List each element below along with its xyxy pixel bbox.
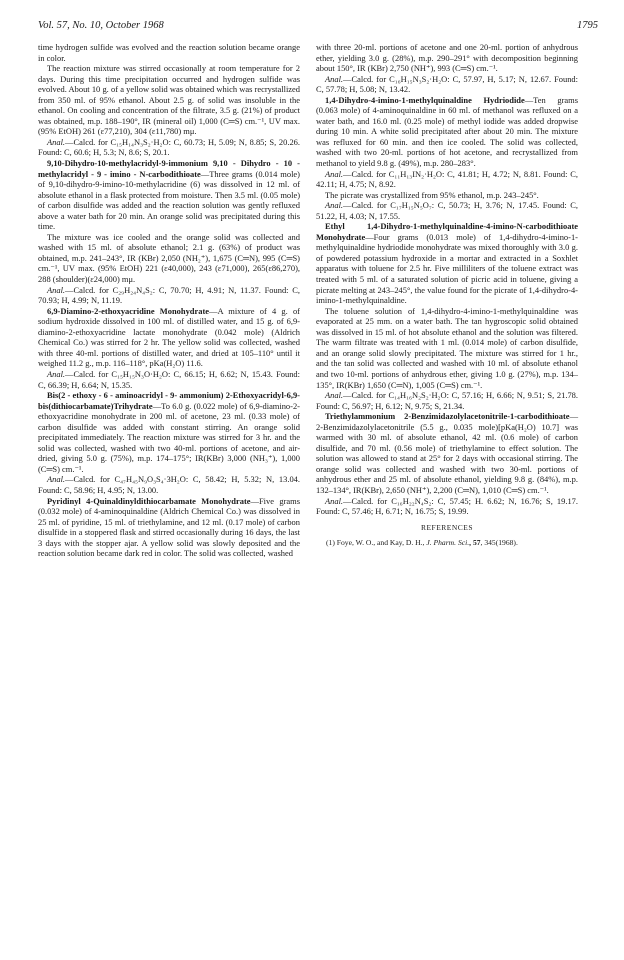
compound-heading: Triethylammonium 2-Benzimidazolylacetonitrile-1-carbodithioate — [325, 411, 570, 422]
procedure-paragraph — [316, 95, 578, 169]
analysis-paragraph — [316, 496, 578, 517]
reference-journal: J. Pharm. Sci. — [426, 538, 470, 548]
reference-authors: (1) Foye, W. O., and Kay, D. H., — [326, 538, 427, 548]
anal-text: —Calcd. for C₁₁H₁₃IN₂·H₂O: C, 41.81; H, 4.72; N, 8.81. Found: C, 42.11; H, 4.75; N, 8.92. — [316, 168, 578, 190]
anal-text: —Calcd. for C₄₇H₄₅N₉O₃S₄·3H₂O: C, 58.42; H, 5.32; N, 13.04. Found: C, 58.96; H, 4.95; N, 13.00. — [38, 474, 300, 495]
running-header — [38, 20, 598, 34]
references-heading: REFERENCES — [420, 522, 474, 532]
anal-text: —Calcd. for C₁₇H₁₅N₅O₇: C, 50.73; H, 3.76; N, 17.45. Found: C, 51.22, H, 4.03; N, 17.55. — [316, 200, 578, 221]
analysis-paragraph — [316, 169, 578, 190]
compound-heading: 9,10-Dihydro-10-methylacridyl-9-immonium 9,10 - Dihydro - 10 - methylacridyl - 9 - imino - N-carbodithioate — [38, 158, 300, 179]
procedure-text: —Ten grams (0.063 mole) of 4-aminoquinaldine in 60 ml. of methanol was refluxed on a water bath, and 16.0 ml. (0.25 mole) of methyl iodide was added dropwise during 10 min. A white solid precipitated after about 20 min. The mixture was refluxed for 60 min. and then ice cooled. The solid was collected, washed with two 20-ml. portions of hot acetone, and recrystallized from methanol to yield 9.8 g. (49%), m.p. 280–283°. — [316, 94, 578, 169]
paragraph: The mixture was ice cooled and the orange solid was collected and washed with 15 ml. of absolute ethanol; 2.1 g. (63%) of product was obtained, m.p. 241–243°, IR (KBr) 2,050 (NH₂⁺), 1,675 (C═N), 995 (C═S) cm.⁻¹, UV max. (95% EtOH) 221 (ε40,000), 243 (ε71,000), 265(ε86,270), 288 (shoulder)(ε24,000) mμ. — [38, 231, 300, 285]
anal-text: —Calcd. for C₁₅H₁₅N₃O·H₂O: C, 66.15; H, 6.62; N, 15.43. Found: C, 66.39; H, 6.64; N, 15.35. — [38, 368, 300, 390]
anal-label: Anal. — [47, 284, 66, 295]
compound-heading: Bis(2 - ethoxy - 6 - aminoacridyl - 9- ammonium) 2-Ethoxyacridyl-6,9-bis(dithiocarbamate)Trihydrate — [38, 390, 300, 411]
procedure-text: —2-Benzimidazolylacetonitrile (5.5 g., 0.035 mole)[pKa(H₂O) 10.7] was warmed with 30 ml. of absolute ethanol, 42 ml. (0.6 mole) of carbon disulfide, and 70 ml. (0.56 mole) of triethylamine to effect solution. The solution was allowed to stand at 25° for 2 days with occasional stirring. The orange solid was collected and washed with two 30-ml. portions of anhydrous ether and 25 ml. of absolute ethanol, yielding 9.8 g. (84%), m.p. 132–134°, IR(KBr), 2,650 (NH⁺), 2,200 (C═N), 1,010 (C═S) cm.⁻¹. — [316, 411, 578, 495]
analysis-paragraph — [38, 285, 300, 306]
anal-text: —Calcd. for C₁₅H₁₄N₃S₂·H₂O: C, 60.73; H, 5.09; N, 8.85; S, 20.26. Found: C, 60.6; H, 5.3; N, 8.6; S, 20.1. — [38, 136, 300, 158]
procedure-text: —Five grams (0.032 mole) of 4-aminoquinaldine (Aldrich Chemical Co.) was dissolved in 25 ml. of pyridine, 15 ml. of triethylamine, and 12 ml. (0.17 mole) of carbon disulfide in a stoppered flask and stirred occasionally during 16 days, the last 3 days with the stopper ajar. A yellow solid was slowly deposited and the reaction solution became dark red in color. The solid was collected, washed — [38, 495, 300, 559]
analysis-paragraph — [316, 74, 578, 95]
paragraph: with three 20-ml. portions of acetone and one 20-ml. portion of anhydrous ether, yielding 3.0 g. (28%), m.p. 290–291° with decomposition beginning about 150°, IR (KBr) 2,750 (NH⁺), 993 (C═S) cm.⁻¹. — [316, 42, 578, 74]
anal-label: Anal. — [47, 136, 66, 147]
anal-text: —Calcd. for C₂₉H₂₄N₄S₂: C, 70.70; H, 4.91; N, 11.37. Found: C, 70.93; H, 4.99; N, 11.19. — [38, 284, 300, 306]
paragraph: The picrate was crystallized from 95% ethanol, m.p. 243–245°. — [325, 189, 539, 200]
analysis-paragraph — [316, 390, 578, 411]
analysis-paragraph — [38, 369, 300, 390]
procedure-text: —Four grams (0.013 mole) of 1,4-dihydro-4-imino-1-methylquinaldine hydriodide monohydrate was mixed thoroughly with 3.0 g. of powdered potassium hydroxide in a mortar and extracted in a Soxhlet apparatus with toluene for 2.5 hr. Five milliliters of the toluene extract was treated with 5 ml. of a saturated solution of picric acid in toluene, giving a picrate melting at 243–245°, the value found for the picrate of 1,4-dihydro-4-imino-1-methylquinaldine. — [316, 231, 578, 306]
paragraph: The reaction mixture was stirred occasionally at room temperature for 2 days. During this time precipitation occurred and hydrogen sulfide was evolved. About 10 g. of a yellow solid was obtained which was recrystallized from 350 ml. of 95% ethanol. About 2.5 g. of solid was insoluble in the ethanol. On cooling and concentration of the filtrate, 3.5 g. (21%) of product was obtained, m.p. 188–190°, IR (mineral oil) 1,000 (C═S) cm.⁻¹, UV max. (95% EtOH) 261 (ε77,210), 304 (ε11,780) mμ. — [38, 63, 300, 137]
procedure-paragraph — [38, 306, 300, 369]
paragraph: The toluene solution of 1,4-dihydro-4-imino-1-methylquinaldine was evaporated at 25 mm. on a water bath. The tan hygroscopic solid obtained was dissolved in 15 ml. of hot absolute ethanol and the solution was filtered. The warm filtrate was treated with 1 ml. (0.014 mole) of carbon disulfide, and an orange solid slowly precipitated. The mixture was stirred for 1 hr., and the tan solid was collected and washed with 10 ml. of absolute ethanol and two 10-ml. portions of anhydrous ether, giving 1.0 g. (27%), m.p. 134–135°, IR(KBr) 1,650 (C═N), 1,005 (C═S) cm.⁻¹. — [316, 305, 578, 390]
procedure-paragraph — [38, 158, 300, 232]
compound-heading: Ethyl 1,4-Dihydro-1-methylquinaldine-4-imino-N-carbodithioate Monohydrate — [316, 221, 578, 242]
anal-label: Anal. — [47, 474, 66, 485]
anal-label: Anal. — [325, 73, 344, 84]
reference-volume: , 57 — [469, 538, 481, 548]
paragraph: time hydrogen sulfide was evolved and the reaction solution became orange in color. — [38, 42, 300, 63]
analysis-paragraph — [38, 137, 300, 158]
page-number: 1795 — [577, 20, 598, 31]
analysis-paragraph — [316, 200, 578, 221]
reference-item — [316, 538, 578, 548]
anal-label: Anal. — [325, 390, 344, 401]
procedure-text: —Three grams (0.014 mole) of 9,10-dihydro-9-imino-10-methylacridine (6) was dissolved in 12 ml. of absolute ethanol in a flask protected from moisture. Then 3.5 ml. (0.05 mole) of carbon disulfide was added and the reaction solution was gently refluxed above a water bath for 20 min. An orange solid was precipitated during this time. — [38, 168, 300, 232]
procedure-paragraph — [38, 390, 300, 474]
anal-label: Anal. — [325, 200, 344, 211]
right-column — [316, 42, 578, 548]
anal-text: —Calcd. for C₁₄H₁₆N₂S₂·H₂O: C, 57.16; H, 6.66; N, 9.51; S, 21.78. Found: C, 56.97; H, 6.12; N, 9.75; S, 21.34. — [316, 390, 578, 411]
anal-label: Anal. — [325, 495, 344, 506]
compound-heading: 6,9-Diamino-2-ethoxyacridine Monohydrate — [47, 305, 209, 316]
reference-pages: , 345(1968). — [480, 538, 518, 548]
procedure-paragraph — [316, 221, 578, 305]
anal-text: —Calcd. for C₁₆H₂₂N₄S₂: C, 57.45; H. 6.62; N, 16.76; S, 19.17. Found: C, 57.46; H, 6.71; N, 16.75; S, 19.99. — [316, 495, 578, 517]
procedure-text: —A mixture of 4 g. of sodium hydroxide dissolved in 100 ml. of distilled water, and 15 g. of 6,9-diamino-2-ethoxyacridine lactate monohydrate (0.042 mole) (Aldrich Chemical Co.) was stirred for 2 hr. The yellow solid was collected, washed with three 40-ml. portions of distilled water, and dried at 105–110° until it weighed 11.2 g., m.p. 116–118°, pKa(H₂O) 11.6. — [38, 305, 300, 369]
procedure-paragraph — [316, 411, 578, 495]
procedure-paragraph — [38, 496, 300, 559]
analysis-paragraph — [38, 474, 300, 495]
journal-volume-issue: Vol. 57, No. 10, October 1968 — [38, 20, 164, 31]
compound-heading: 1,4-Dihydro-4-imino-1-methylquinaldine Hydriodide — [325, 94, 525, 105]
left-column — [38, 42, 300, 559]
anal-label: Anal. — [47, 368, 66, 379]
anal-label: Anal. — [325, 168, 344, 179]
compound-heading: Pyridinyl 4-Quinaldinyldithiocarbamate Monohydrate — [47, 495, 251, 506]
procedure-text: —To 6.0 g. (0.022 mole) of 6,9-diamino-2-ethoxyacridine monohydrate in 200 ml. of acetone, 23 ml. (0.33 mole) of carbon disulfide was added with constant stirring. An orange solid precipitated immediately. The reaction mixture was stirred for 3 hr. and the solid was collected, washed with two 40-ml. portions of acetone, and air-dried, giving 5.0 g. (75%), m.p. 174–175°; IR(KBr) 3,000 (NH₃⁺), 1,000 (C═S) cm.⁻¹. — [38, 400, 300, 474]
anal-text: —Calcd. for C₁₆H₁₅N₃S₂·H₂O: C, 57.97, H, 5.17; N, 12.67. Found: C, 57.78; H, 5.08; N, 13.42. — [316, 73, 578, 95]
